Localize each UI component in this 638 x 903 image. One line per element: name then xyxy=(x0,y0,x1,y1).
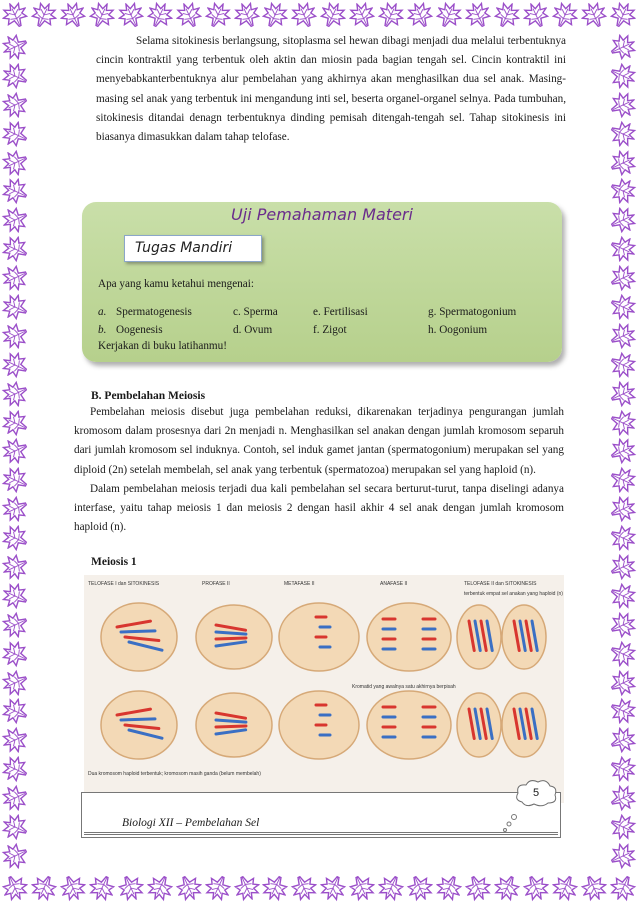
leaf-icon xyxy=(606,319,638,354)
leaf-icon xyxy=(0,30,32,65)
leaf-icon xyxy=(0,59,32,94)
label-telofase-2: TELOFASE II dan SITOKINESIS xyxy=(464,581,537,587)
leaf-icon xyxy=(606,145,638,180)
leaf-icon xyxy=(287,0,322,32)
leaf-icon xyxy=(27,0,62,32)
leaf-icon xyxy=(0,694,32,729)
leaf-icon xyxy=(606,839,638,874)
leaf-icon xyxy=(171,0,206,32)
leaf-icon xyxy=(606,463,638,498)
leaf-icon xyxy=(0,665,32,700)
leaf-icon xyxy=(374,0,409,32)
leaf-icon xyxy=(0,810,32,845)
leaf-icon xyxy=(0,261,32,296)
leaf-icon xyxy=(0,232,32,267)
leaf-icon xyxy=(576,871,611,903)
quiz-box: Uji Pemahaman Materi Tugas Mandiri Apa yang kamu ketahui mengenai: a. Spermatogenesis c. Sperma e. Fertilisasi g. Spermatogonium b. Oogenesis d. Ovum f. Zigot h. Oogonium Kerjakan di buku latihanmu! xyxy=(82,202,562,362)
leaf-icon xyxy=(142,0,177,32)
leaf-icon xyxy=(0,521,32,556)
meiosis-illustration xyxy=(84,575,564,803)
leaf-icon xyxy=(142,871,177,903)
footer-box xyxy=(81,792,561,838)
paragraph-meiosis-2: Dalam pembelahan meiosis terjadi dua kali pembelahan sel secara berturut-turut, tanpa diselingi adanya interfase, yaitu tahap meiosis 1 dan meiosis 2 dengan hasil akhir 4 sel anak dengan jumlah kromosom haploid (n). xyxy=(74,483,564,534)
leaf-icon xyxy=(403,0,438,32)
leaf-icon xyxy=(0,145,32,180)
leaf-icon xyxy=(606,492,638,527)
leaf-icon xyxy=(606,261,638,296)
leaf-icon xyxy=(0,319,32,354)
leaf-icon xyxy=(606,59,638,94)
tugas-mandiri-tag xyxy=(124,235,262,262)
border-right xyxy=(608,30,638,873)
leaf-icon xyxy=(0,0,32,32)
page-number: 5 xyxy=(532,787,540,799)
leaf-icon xyxy=(0,579,32,614)
label-telofase-1: TELOFASE I dan SITOKINESIS xyxy=(88,581,160,587)
leaf-icon xyxy=(0,871,32,903)
leaf-icon xyxy=(606,694,638,729)
leaf-icon xyxy=(461,0,496,32)
leaf-icon xyxy=(56,0,91,32)
leaf-icon xyxy=(113,0,148,32)
quiz-footer: Kerjakan di buku latihanmu! xyxy=(98,340,227,352)
label-profase-2: PROFASE II xyxy=(202,581,230,587)
border-bottom xyxy=(0,873,638,903)
leaf-icon xyxy=(606,174,638,209)
quiz-question: Apa yang kamu ketahui mengenai: xyxy=(98,278,254,290)
leaf-icon xyxy=(316,871,351,903)
tugas-mandiri-label: Tugas Mandiri xyxy=(135,240,233,256)
leaf-icon xyxy=(432,0,467,32)
leaf-icon xyxy=(85,871,120,903)
leaf-icon xyxy=(490,0,525,32)
leaf-icon xyxy=(605,0,638,32)
leaf-icon xyxy=(0,174,32,209)
cell xyxy=(367,691,451,759)
leaf-icon xyxy=(606,781,638,816)
leaf-icon xyxy=(0,752,32,787)
leaf-icon xyxy=(0,636,32,671)
leaf-icon xyxy=(0,781,32,816)
leaf-icon xyxy=(171,871,206,903)
leaf-icon xyxy=(0,550,32,585)
leaf-icon xyxy=(229,0,264,32)
leaf-icon xyxy=(606,723,638,758)
subheading-meiosis-1: Meiosis 1 xyxy=(91,556,137,568)
leaf-icon xyxy=(200,0,235,32)
border-top xyxy=(0,0,638,30)
cell xyxy=(367,603,451,671)
chromosome xyxy=(216,720,246,722)
leaf-icon xyxy=(113,871,148,903)
chromosome xyxy=(216,632,246,634)
leaf-icon xyxy=(0,463,32,498)
leaf-icon xyxy=(403,871,438,903)
leaf-icon xyxy=(0,608,32,643)
leaf-icon xyxy=(606,608,638,643)
leaf-icon xyxy=(548,871,583,903)
section-heading: B. Pembelahan Meiosis xyxy=(91,390,206,402)
chromosome xyxy=(216,726,246,727)
leaf-icon xyxy=(27,871,62,903)
leaf-icon xyxy=(606,116,638,151)
note-haploid: Dua kromosom haploid terbentuk; kromosom masih ganda (belum membelah) xyxy=(88,771,261,777)
leaf-icon xyxy=(606,232,638,267)
leaf-icon xyxy=(606,810,638,845)
leaf-icon xyxy=(606,550,638,585)
leaf-icon xyxy=(374,871,409,903)
leaf-icon xyxy=(606,290,638,325)
cloud-tail-icon xyxy=(499,813,519,835)
leaf-icon xyxy=(287,871,322,903)
leaf-icon xyxy=(56,871,91,903)
chromosome xyxy=(121,631,155,632)
leaf-icon xyxy=(0,492,32,527)
chromosome xyxy=(216,638,246,639)
leaf-icon xyxy=(258,871,293,903)
footer-text: Biologi XII – Pembelahan Sel xyxy=(122,817,260,829)
leaf-icon xyxy=(606,30,638,65)
leaf-icon xyxy=(0,88,32,123)
leaf-icon xyxy=(316,0,351,32)
leaf-icon xyxy=(606,521,638,556)
note-chromatid: Kromatid yang awalnya satu akhirnya berpisah xyxy=(352,684,456,690)
leaf-icon xyxy=(0,203,32,238)
leaf-icon xyxy=(0,116,32,151)
page-content xyxy=(44,30,594,873)
leaf-icon xyxy=(200,871,235,903)
leaf-icon xyxy=(0,434,32,469)
leaf-icon xyxy=(0,723,32,758)
leaf-icon xyxy=(548,0,583,32)
leaf-icon xyxy=(432,871,467,903)
leaf-icon xyxy=(345,871,380,903)
leaf-icon xyxy=(606,434,638,469)
leaf-icon xyxy=(0,405,32,440)
leaf-icon xyxy=(606,665,638,700)
chromosome xyxy=(121,719,155,720)
leaf-icon xyxy=(606,88,638,123)
leaf-icon xyxy=(85,0,120,32)
leaf-icon xyxy=(576,0,611,32)
leaf-icon xyxy=(0,376,32,411)
note-four-cells: terbentuk empat sel anakan yang haploid (n) xyxy=(464,591,563,597)
leaf-icon xyxy=(606,579,638,614)
border-left xyxy=(0,30,30,873)
leaf-icon xyxy=(606,636,638,671)
leaf-icon xyxy=(0,839,32,874)
paragraph-meiosis-1: Pembelahan meiosis disebut juga pembelahan reduksi, dikarenakan terjadinya pengurangan jumlah kromosom dalam prosesnya dari 2n menjadi n. Menghasilkan sel anakan dengan jumlah kromosom separuh dari jumlah kromosom sel induknya. Contoh, sel induk gamet jantan (spermatogonium) merupakan sel yang diploid (2n) setelah membelah, sel anak yang terbentuk (spermatozoa) merupakan sel yang haploid (n). xyxy=(74,406,564,476)
leaf-icon xyxy=(606,405,638,440)
paragraph-sitokinesis: Selama sitokinesis berlangsung, sitoplasma sel hewan dibagi menjadi dua melalui terbentuknya cincin kontraktil yang terbentuk oleh aktin dan miosin pada bagian tengah sel. Cincin kontraktil ini menyebabkanterbentuknya alur pembelahan yang akhirnya akan menghasilkan dua sel anak. Masing-masing sel anak yang terbentuk ini mengandung inti sel, beserta organel-organel selnya. Pada tumbuhan, sitokinesis ditandai denagn terbentuknya dinding pemisah ditengah-tengah sel. Tahap sitokinesis ini biasanya dimasukkan dalam tahap telofase. xyxy=(96,35,566,144)
meiosis-figure xyxy=(84,575,564,803)
leaf-icon xyxy=(519,871,554,903)
leaf-icon xyxy=(0,290,32,325)
leaf-icon xyxy=(0,348,32,383)
leaf-icon xyxy=(606,752,638,787)
leaf-icon xyxy=(606,348,638,383)
leaf-icon xyxy=(258,0,293,32)
leaf-icon xyxy=(490,871,525,903)
leaf-icon xyxy=(461,871,496,903)
leaf-icon xyxy=(605,871,638,903)
leaf-icon xyxy=(345,0,380,32)
leaf-icon xyxy=(606,203,638,238)
leaf-icon xyxy=(606,376,638,411)
leaf-icon xyxy=(519,0,554,32)
leaf-icon xyxy=(229,871,264,903)
label-metafase-2: METAFASE II xyxy=(284,581,315,587)
label-anafase-2: ANAFASE II xyxy=(380,581,408,587)
quiz-title: Uji Pemahaman Materi xyxy=(231,205,413,224)
